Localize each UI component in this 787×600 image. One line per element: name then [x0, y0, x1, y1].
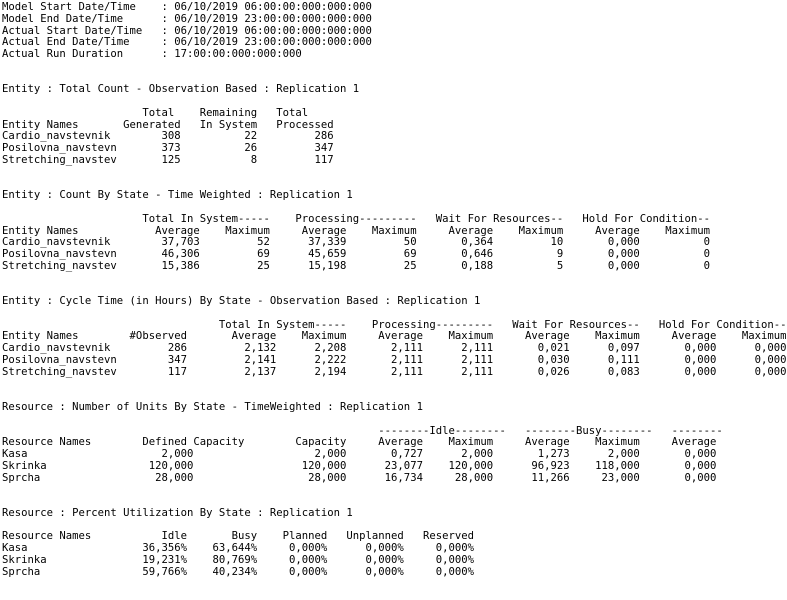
- report-line: Skrinka 19,231% 80,769% 0,000% 0,000% 0,000%: [2, 553, 474, 566]
- report-line: Kasa 36,356% 63,644% 0,000% 0,000% 0,000%: [2, 542, 474, 555]
- report-line: Entity Names Generated In System Processed: [2, 118, 334, 131]
- report-line: [2, 414, 655, 426]
- report-line: Stretching_navstev 125 8 117: [2, 153, 334, 166]
- report-line: Total In System----- Processing--------- Wait For Resources-- Hold For Condition--: [2, 318, 787, 331]
- report-line: Posilovna_navstevn 46,306 69 45,659 69 0,646 9 0,000 0: [2, 248, 710, 261]
- report-line: [2, 273, 655, 285]
- simulation-report: [2, 1, 787, 600]
- report-line: Sprcha 28,000 28,000 16,734 28,000 11,266 23,000 0,000: [2, 471, 717, 484]
- report-line: [2, 167, 655, 179]
- report-line: Cardio_navstevnik 286 2,132 2,208 2,111 2,111 0,021 0,097 0,000 0,000: [2, 342, 787, 355]
- report-line: Stretching_navstev 15,386 25 15,198 25 0,188 5 0,000 0: [2, 259, 710, 272]
- report-line: Resource : Number of Units By State - TimeWeighted : Replication 1: [2, 401, 423, 414]
- report-line: Model End Date/Time : 06/10/2019 23:00:00:000:000:000: [2, 12, 372, 25]
- report-line: Entity : Total Count - Observation Based : Replication 1: [2, 83, 360, 96]
- report-line: [2, 379, 655, 391]
- report-line: Actual End Date/Time : 06/10/2019 23:00:00:000:000:000: [2, 36, 372, 49]
- report-line: Sprcha 59,766% 40,234% 0,000% 0,000% 0,000%: [2, 565, 474, 578]
- report-line: Resource : Percent Utilization By State : Replication 1: [2, 506, 353, 519]
- report-line: Cardio_navstevnik 37,703 52 37,339 50 0,364 10 0,000 0: [2, 236, 710, 249]
- report-line: Posilovna_navstevn 373 26 347: [2, 142, 334, 155]
- report-line: [2, 484, 655, 496]
- report-line: Kasa 2,000 2,000 0,727 2,000 1,273 2,000 0,000: [2, 448, 717, 461]
- report-line: [2, 308, 655, 320]
- report-line: Actual Start Date/Time : 06/10/2019 06:00:00:000:000:000: [2, 24, 372, 37]
- report-line: Model Start Date/Time : 06/10/2019 06:00:00:000:000:000: [2, 1, 372, 13]
- report-line: Total In System----- Processing--------- Wait For Resources-- Hold For Condition--: [2, 212, 710, 225]
- report-line: Entity Names #Observed Average Maximum Average Maximum Average Maximum Average Maximum: [2, 330, 787, 343]
- report-line: Entity Names Average Maximum Average Maximum Average Maximum Average Maximum: [2, 224, 710, 237]
- report-line: Posilovna_navstevn 347 2,141 2,222 2,111 2,111 0,030 0,111 0,000 0,000: [2, 353, 787, 366]
- report-line: Entity : Count By State - Time Weighted : Replication 1: [2, 189, 353, 202]
- report-line: --------Idle-------- --------Busy-------- --------: [2, 424, 723, 437]
- report-line: Entity : Cycle Time (in Hours) By State - Observation Based : Replication 1: [2, 295, 481, 308]
- report-line: Total Remaining Total: [2, 106, 309, 119]
- report-line: Skrinka 120,000 120,000 23,077 120,000 96,923 118,000 0,000: [2, 459, 717, 472]
- report-line: [2, 61, 655, 73]
- report-line: Cardio_navstevnik 308 22 286: [2, 130, 334, 143]
- report-line: Stretching_navstev 117 2,137 2,194 2,111 2,111 0,026 0,083 0,000 0,000: [2, 365, 787, 378]
- report-line: Actual Run Duration : 17:00:00:000:000:000: [2, 48, 302, 61]
- report-line: Resource Names Defined Capacity Capacity Average Maximum Average Maximum Average: [2, 436, 717, 449]
- report-line: Resource Names Idle Busy Planned Unplanned Reserved: [2, 530, 474, 543]
